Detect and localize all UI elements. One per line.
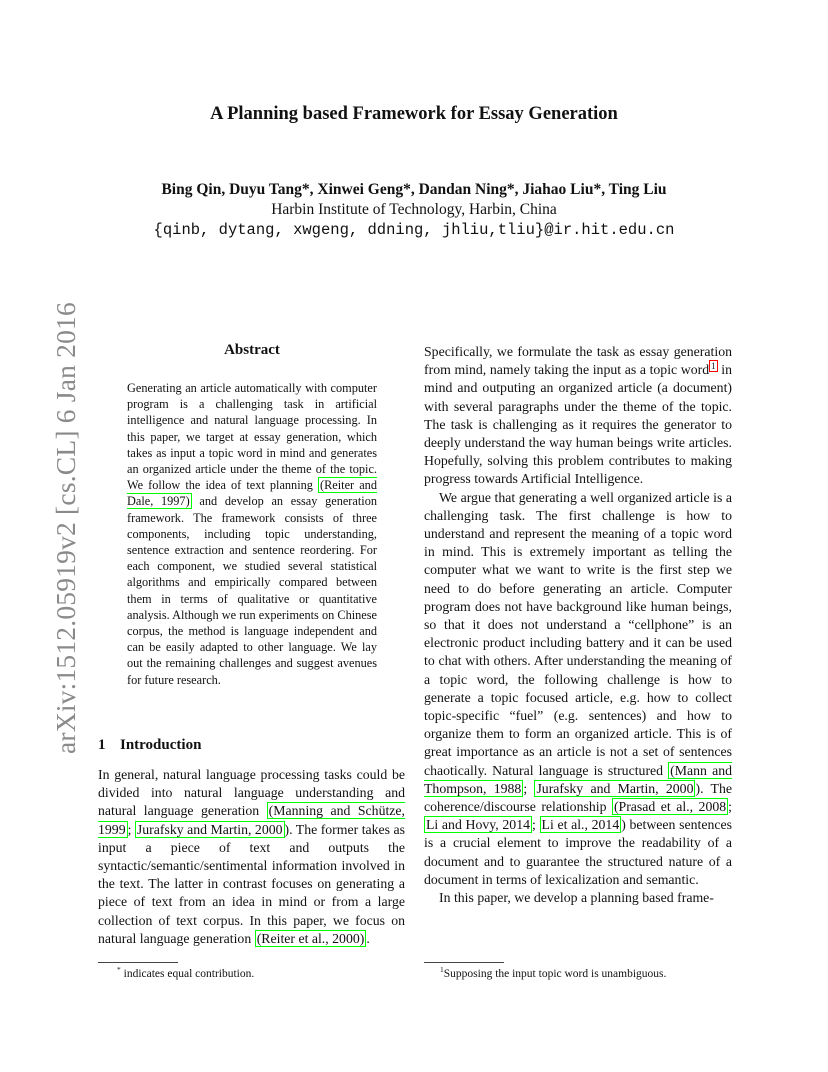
abstract-heading: Abstract bbox=[224, 342, 280, 358]
section-number: 1 bbox=[98, 737, 106, 753]
intro-text-1: In general, natural language processing tasks could be divided into natural language understanding and natural language generation bbox=[98, 767, 405, 819]
introduction-paragraph bbox=[98, 766, 405, 948]
footnote-reference-link[interactable]: 1 bbox=[711, 360, 716, 371]
citation-link[interactable]: Jurafsky and Martin, 2000 bbox=[136, 821, 283, 837]
p2-text-3: ) between sentences is a crucial element to improve the readability of a document and to guarantee the structured nature of a document in terms of lexicalization and semantic. bbox=[424, 817, 732, 887]
citation-link[interactable]: (Reiter and Dale, 1997) bbox=[127, 478, 377, 509]
footnote-1 bbox=[440, 963, 666, 981]
abstract-text-1: Generating an article automatically with computer program is a challenging task in artificial intelligence and natural language processing. In this paper, we target at essay generation, which takes as input a topic word in mind and generates an organized article under the theme of the topic. We follow the idea of text planning bbox=[127, 381, 377, 493]
citation-link[interactable]: (Manning and Schütze, 1999 bbox=[98, 803, 405, 837]
arxiv-identifier-text: arXiv:1512.05919v2 [cs.CL] 6 Jan 2016 bbox=[50, 302, 81, 754]
citation-link[interactable]: Li and Hovy, 2014 bbox=[426, 817, 531, 833]
p2-text-1: We argue that generating a well organized article is a challenging task. The first challenge is how to understand and represent the meaning of a topic word in mind. This is extremely important as telling the computer what we want to write is the first step we need to do before generating an article. Computer program does not have background like human beings, so that it does not understand a “cellphone” is an electronic product including battery and it can be used to chat with others. After understanding the meaning of a topic word, the following challenge is how to generate a topic focused article, e.g. how to collect topic-specific “fuel” (e.g. sentences) and how to organize them to form an organized article. This is of great importance as an article is not a set of sentences chaotically. Natural language is structured bbox=[424, 489, 732, 778]
citation-link[interactable]: Jurafsky and Martin, 2000 bbox=[536, 780, 694, 796]
right-column bbox=[424, 343, 732, 907]
intro-text-3: . bbox=[366, 930, 370, 946]
arxiv-identifier-stamp bbox=[16, 298, 81, 754]
paper-title: A Planning based Framework for Essay Generation bbox=[210, 104, 618, 124]
abstract-text-2: and develop an essay generation framework. The framework consists of three components, including topic understanding, sentence extraction and sentence reordering. For each component, we studied several statistical algorithms and empirically compared between them in terms of qualitative or quantitative analysis. Although we run experiments on Chinese corpus, the method is language independent and can be easily adapted to other language. We lay out the remaining challenges and suggest avenues for future research. bbox=[127, 494, 377, 687]
paragraph-1 bbox=[424, 343, 732, 489]
citation-link[interactable]: Li et al., 2014 bbox=[541, 817, 620, 833]
citation-separator: ; bbox=[523, 780, 535, 796]
footnote-mark: * bbox=[117, 965, 121, 974]
citation-link[interactable]: (Reiter et al., 2000) bbox=[256, 930, 365, 946]
p2-text-2: ). The coherence/discourse relationship bbox=[424, 780, 732, 815]
section-title: Introduction bbox=[120, 737, 202, 753]
section-heading-introduction bbox=[98, 737, 201, 754]
author-list: Bing Qin, Duyu Tang*, Xinwei Geng*, Dandan Ning*, Jiahao Liu*, Ting Liu bbox=[161, 181, 667, 198]
paragraph-3 bbox=[424, 889, 732, 907]
citation-separator: ; bbox=[728, 799, 732, 815]
p3-text: In this paper, we develop a planning based frame- bbox=[439, 890, 714, 906]
p1-text-2: in mind and outputing an organized article (a document) with several paragraphs under the theme of the topic. The task is challenging as it requires the generator to deeply understand the way human beings write articles. Hopefully, solving this problem contributes to making progress towards Artificial Intelligence. bbox=[424, 362, 732, 487]
citation-separator: ; bbox=[127, 821, 135, 837]
citation-separator: ; bbox=[532, 817, 540, 833]
footnote-equal-contribution bbox=[117, 963, 254, 981]
p1-text-1: Specifically, we formulate the task as essay generation from mind, namely taking the input as a topic word bbox=[424, 344, 732, 378]
paragraph-2 bbox=[424, 489, 732, 889]
footnote-text: Supposing the input topic word is unambiguous. bbox=[443, 967, 667, 980]
citation-link[interactable]: (Mann and Thompson, 1988 bbox=[424, 762, 732, 796]
abstract-body bbox=[127, 380, 377, 688]
footnote-text: indicates equal contribution. bbox=[120, 967, 255, 980]
affiliation: Harbin Institute of Technology, Harbin, China bbox=[271, 201, 557, 218]
author-emails: {qinb, dytang, xwgeng, ddning, jhliu,tliu}@ir.hit.edu.cn bbox=[153, 221, 675, 239]
footnote-mark: 1 bbox=[440, 965, 444, 974]
intro-text-2: ). The former takes as input a piece of text and outputs the syntactic/semantic/sentimental information involved in the text. The latter in contrast focuses on generating a piece of text from an idea in mind or from a large collection of text corpus. In this paper, we focus on natural language generation bbox=[98, 821, 405, 946]
citation-link[interactable]: (Prasad et al., 2008 bbox=[613, 799, 727, 815]
